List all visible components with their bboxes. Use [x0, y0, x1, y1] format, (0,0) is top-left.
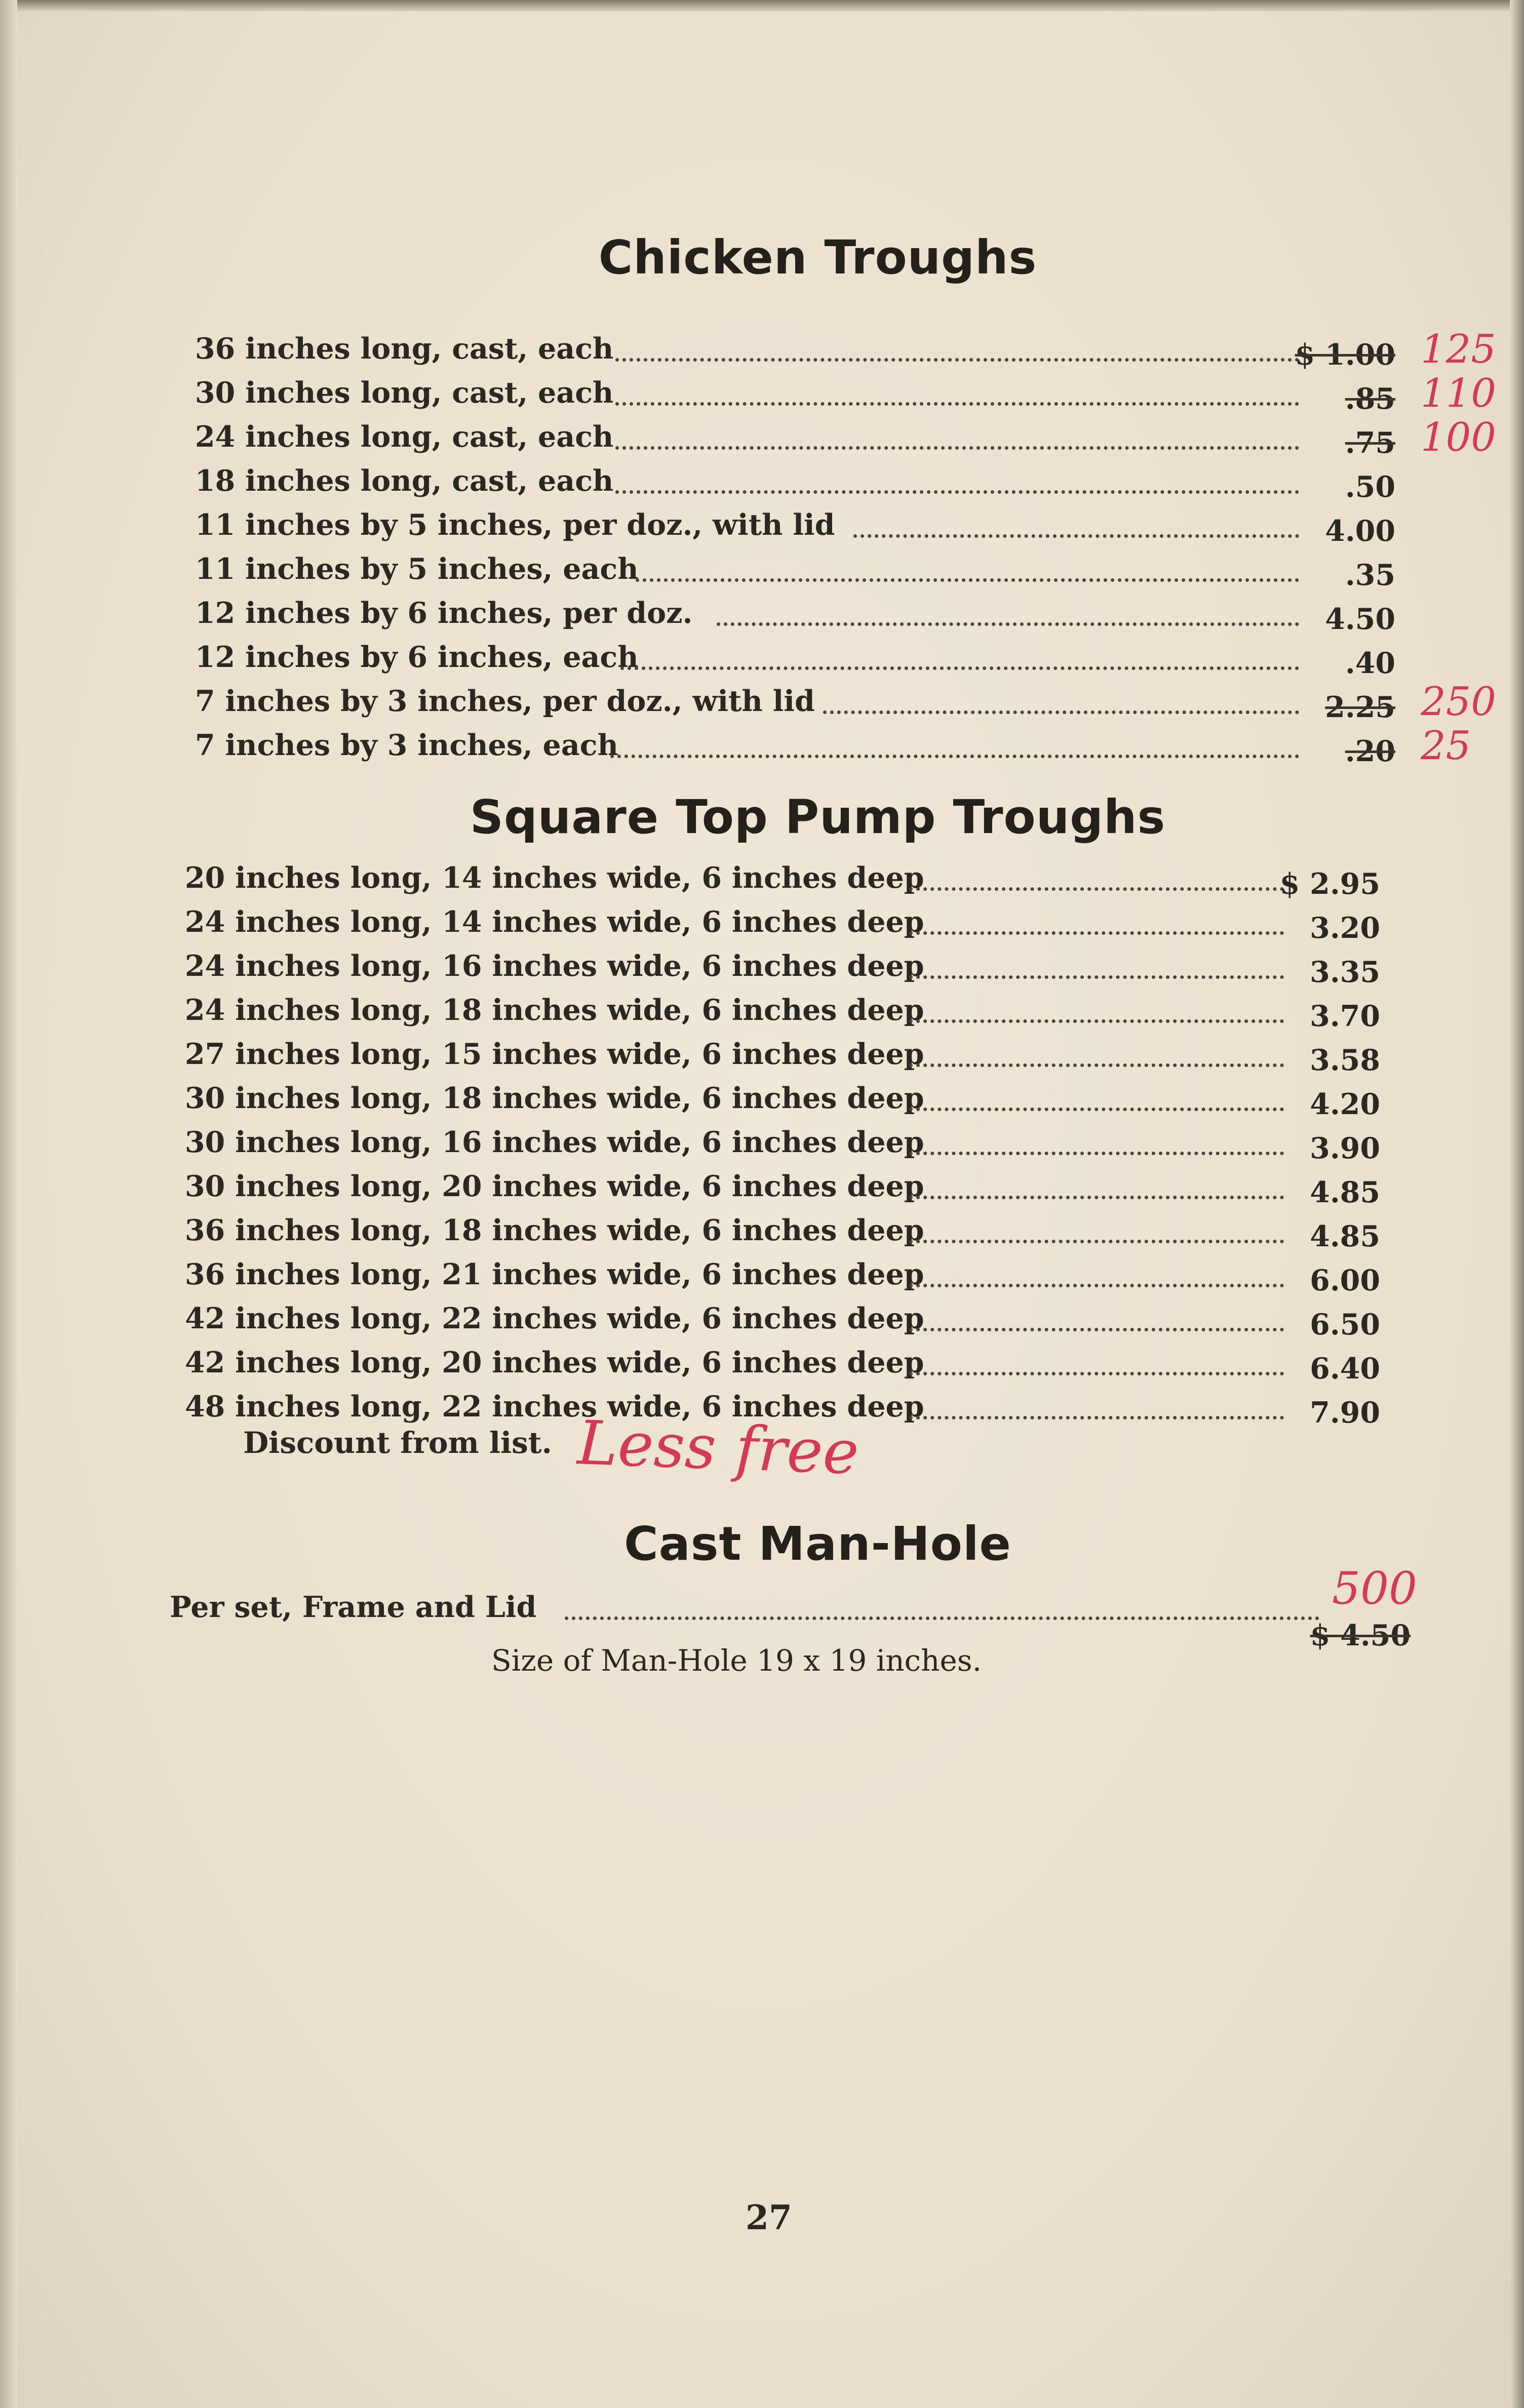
item-description: 24 inches long, 18 inches wide, 6 inches deep — [185, 993, 924, 1027]
item-price: 2.25 — [1325, 690, 1395, 724]
list-item — [185, 1301, 1400, 1344]
item-price: $ 2.95 — [1279, 867, 1380, 901]
list-item — [195, 552, 1405, 595]
list-item — [195, 596, 1405, 639]
item-description: 42 inches long, 22 inches wide, 6 inches deep — [185, 1301, 924, 1335]
list-item — [185, 949, 1400, 992]
dot-leader — [615, 402, 1299, 406]
handwritten-price-correction: 125 — [1421, 327, 1496, 372]
item-description: 36 inches long, cast, each — [195, 332, 614, 366]
discount-note: Discount from list. — [243, 1426, 552, 1460]
item-description: 7 inches by 3 inches, each — [195, 728, 618, 762]
item-description: 24 inches long, 16 inches wide, 6 inches deep — [185, 949, 924, 983]
dot-leader — [909, 931, 1284, 935]
chicken-troughs-heading: Chicken Troughs — [598, 230, 1037, 285]
dot-leader — [909, 887, 1284, 891]
item-price: 6.40 — [1310, 1352, 1380, 1386]
item-price: .20 — [1345, 734, 1395, 768]
list-item — [195, 420, 1405, 462]
item-description: 36 inches long, 18 inches wide, 6 inches deep — [185, 1213, 924, 1247]
list-item — [195, 508, 1405, 550]
dot-leader — [909, 1019, 1284, 1023]
dot-leader — [636, 578, 1299, 582]
item-price: 3.90 — [1310, 1131, 1380, 1165]
dot-leader — [615, 446, 1299, 450]
handwritten-discount-note: Less free — [576, 1408, 861, 1488]
handwritten-price-correction: 100 — [1421, 415, 1496, 460]
dot-leader — [909, 1063, 1284, 1067]
dot-leader — [615, 358, 1299, 362]
item-price: $ 1.00 — [1295, 338, 1395, 372]
item-description: 7 inches by 3 inches, per doz., with lid — [195, 684, 815, 718]
item-price: 3.70 — [1310, 999, 1380, 1033]
item-description: 36 inches long, 21 inches wide, 6 inches deep — [185, 1257, 924, 1291]
dot-leader — [565, 1616, 1319, 1620]
dot-leader — [909, 1240, 1284, 1243]
dot-leader — [615, 490, 1299, 494]
item-price: 4.00 — [1325, 514, 1395, 548]
item-description: 30 inches long, 20 inches wide, 6 inches deep — [185, 1169, 924, 1203]
list-item — [185, 1169, 1400, 1212]
dot-leader — [853, 534, 1299, 538]
dot-leader — [909, 1196, 1284, 1199]
list-item — [195, 332, 1405, 374]
list-item — [185, 1037, 1400, 1080]
dot-leader — [823, 710, 1299, 714]
list-item — [185, 993, 1400, 1036]
item-price: $ 4.50 — [1310, 1619, 1411, 1652]
item-price: 6.00 — [1310, 1264, 1380, 1297]
item-price: .40 — [1345, 646, 1395, 680]
manhole-size-note: Size of Man-Hole 19 x 19 inches. — [491, 1643, 982, 1678]
item-price: 4.50 — [1325, 602, 1395, 636]
manhole-row — [170, 1590, 1436, 1652]
list-item — [185, 1213, 1400, 1256]
item-description: 11 inches by 5 inches, per doz., with lid — [195, 508, 835, 542]
pump-troughs-heading: Square Top Pump Troughs — [470, 790, 1166, 844]
item-description: 27 inches long, 15 inches wide, 6 inches deep — [185, 1037, 924, 1071]
page-top-edge — [0, 0, 1524, 11]
item-description: 30 inches long, cast, each — [195, 376, 614, 410]
item-price: 4.20 — [1310, 1087, 1380, 1121]
item-description: 12 inches by 6 inches, each — [195, 640, 639, 674]
dot-leader — [717, 622, 1299, 626]
list-item — [195, 728, 1405, 771]
item-price: .85 — [1345, 382, 1395, 416]
dot-leader — [909, 975, 1284, 979]
item-price: 3.58 — [1310, 1043, 1380, 1077]
dot-leader — [620, 666, 1299, 670]
item-price: .75 — [1345, 426, 1395, 460]
list-item — [195, 684, 1405, 727]
list-item — [185, 1081, 1400, 1124]
handwritten-manhole-price: 500 — [1332, 1562, 1417, 1614]
item-price: .35 — [1345, 558, 1395, 592]
item-description: 11 inches by 5 inches, each — [195, 552, 639, 586]
handwritten-price-correction: 110 — [1421, 371, 1496, 416]
list-item — [195, 464, 1405, 506]
list-item — [195, 376, 1405, 418]
item-price: 7.90 — [1310, 1396, 1380, 1430]
page-right-edge — [1510, 0, 1524, 2408]
page-number: 27 — [746, 2198, 792, 2237]
item-description: 48 inches long, 22 inches wide, 6 inches deep — [185, 1390, 924, 1424]
item-price: .50 — [1345, 470, 1395, 504]
handwritten-price-correction: 25 — [1421, 723, 1471, 769]
item-description: 24 inches long, 14 inches wide, 6 inches deep — [185, 905, 924, 939]
item-price: 4.85 — [1310, 1175, 1380, 1209]
list-item — [185, 905, 1400, 948]
list-item — [195, 640, 1405, 683]
item-description: Per set, Frame and Lid — [170, 1590, 537, 1624]
item-description: 12 inches by 6 inches, per doz. — [195, 596, 693, 630]
item-description: 24 inches long, cast, each — [195, 420, 614, 454]
item-description: 30 inches long, 16 inches wide, 6 inches deep — [185, 1125, 924, 1159]
dot-leader — [909, 1108, 1284, 1111]
dot-leader — [909, 1372, 1284, 1375]
item-description: 42 inches long, 20 inches wide, 6 inches deep — [185, 1346, 924, 1379]
item-description: 20 inches long, 14 inches wide, 6 inches deep — [185, 861, 924, 895]
dot-leader — [909, 1152, 1284, 1155]
manhole-heading: Cast Man-Hole — [624, 1517, 1011, 1571]
item-price: 3.20 — [1310, 911, 1380, 945]
list-item — [185, 1257, 1400, 1300]
dot-leader — [610, 755, 1299, 758]
page-left-edge — [0, 0, 17, 2408]
item-price: 4.85 — [1310, 1219, 1380, 1253]
handwritten-price-correction: 250 — [1421, 679, 1496, 725]
list-item — [185, 861, 1400, 903]
item-price: 6.50 — [1310, 1308, 1380, 1341]
dot-leader — [909, 1328, 1284, 1331]
list-item — [185, 1346, 1400, 1388]
dot-leader — [909, 1416, 1284, 1419]
list-item — [185, 1125, 1400, 1168]
dot-leader — [909, 1284, 1284, 1287]
item-description: 18 inches long, cast, each — [195, 464, 614, 498]
item-description: 30 inches long, 18 inches wide, 6 inches deep — [185, 1081, 924, 1115]
item-price: 3.35 — [1310, 955, 1380, 989]
